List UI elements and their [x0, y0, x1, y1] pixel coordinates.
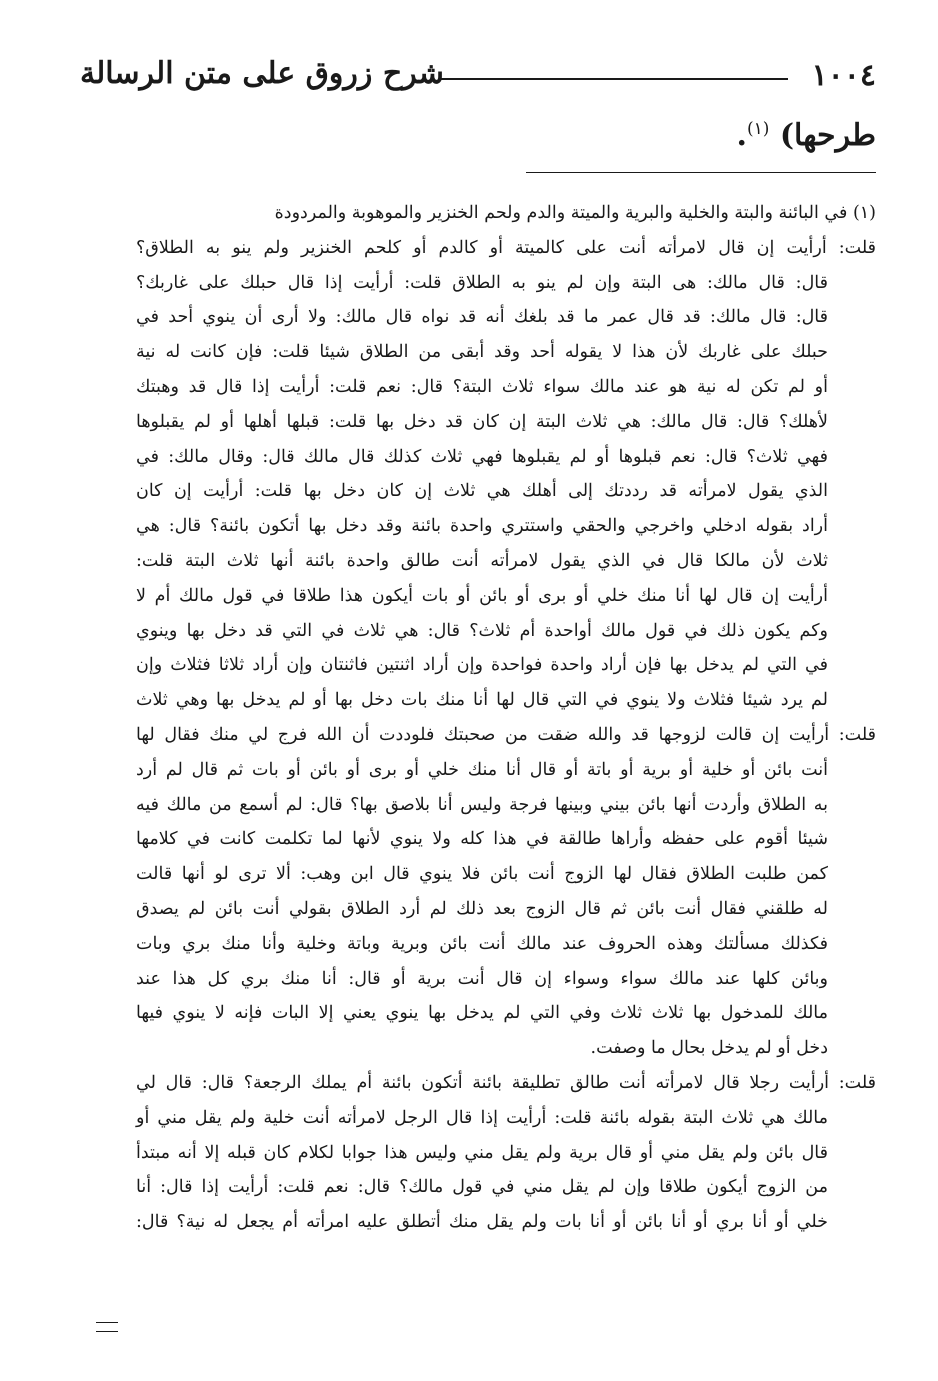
text-line: أو لم تكن له نية هو عند مالك سواء ثلاث البتة؟ قال: نعم قلت: أرأيت إذا قال قد وهبتك [136, 376, 828, 397]
text-line: وكم يكون ذلك في قول مالك أواحدة أم ثلاث؟ قال: هي ثلاث في التي قد دخل بها وينوي [136, 620, 828, 641]
text-line: فكذلك مسألتك وهذه الحروف عند مالك أنت بائن وبرية وباتة وخلية وأنا منك بري وبات [136, 933, 828, 954]
main-text [737, 118, 876, 153]
text-line: وبائن كلها عند مالك سواء وسواء إن قال أنت برية أو قال: أنا منك بري كل هذا عند [136, 968, 828, 989]
book-title: شرح زروق على متن الرسالة [80, 56, 444, 91]
text-line: له طلقني فقال أنت بائن ثم قال الزوج بعد ذلك لم أرد الطلاق بقولي أنت بائن لم يصدق [136, 898, 828, 919]
text-line: قلت: أرأيت رجلا قال لامرأته أنت طالق تطليقة بائنة أتكون بائنة أم يملك الرجعة؟ قال: قال لي [136, 1072, 876, 1093]
text-line: لم يرد شيئا فثلاث ولا ينوي في التي قال لها أنا منك بات دخل بها أو لم يدخل بها وهي ثلاث [136, 690, 828, 711]
footnote-intro: في البائنة والبتة والخلية والبرية والميتة والدم ولحم الخنزير والموهوبة والمردودة [274, 203, 848, 223]
text-line: لأهلك؟ قال: قال مالك: هي ثلاث البتة إن كان قد دخل بها قلت: قبلها أهلها أو لم يقبلوها [136, 411, 828, 432]
text-line: من الزوج أيكون طلاقا وإن لم يقل مني في قول مالك؟ قال: نعم قلت: أرأيت إذا قال: أنا [136, 1177, 828, 1198]
footnote-block [136, 196, 876, 1240]
footnote-paragraph [136, 718, 876, 1066]
text-line: مالك للمدخول بها ثلاث ثلاث وفي التي لم يدخل بها ينوي يعني إلا البات فإنه لا ينوي فيها [136, 1003, 828, 1024]
text-line: به الطلاق وأردت أنها بائن بيني وبينها فرجة وليس أنا بلاصق بها؟ قال: لم أسمع من مالك فيه [136, 794, 828, 815]
text-line: فهي ثلاث؟ قال: نعم قبلوها أو لم يقبلوها فهي ثلاث كذلك قال مالك قال: وقال مالك: في [136, 446, 828, 467]
page-header [80, 52, 876, 100]
text-line: الذي يقول لامرأته قد رددتك إلى أهلك هي ثلاث إن كان دخل بها قلت: أرأيت إن كان [136, 481, 828, 502]
text-line: قال: قال مالك: قد قال عمر ما قد بلغك أنه قد نواه قال مالك: ولا أرى أن ينوي أحد في [136, 307, 828, 328]
footnote-paragraph [136, 231, 876, 718]
text-line: أراد بقوله ادخلي واخرجي والحقي واستتري واحدة بائنة وقد دخل بها أتكون بائنة؟ قال: هي [136, 516, 828, 537]
header-rule [440, 78, 788, 80]
footnote-paragraph [136, 1066, 876, 1240]
main-period: . [736, 118, 747, 153]
footnote-reference: (١) [746, 119, 770, 139]
text-line: حبلك على غاربك لأن هذا لا يقوله أحد وقد أبقى من الطلاق شيئا قلت: فإن كانت له نية [136, 342, 828, 363]
text-line: شيئا أقوم على حفظه وأراها طالقة في هذا كله ولا ينوي لأنها لما تكلمت كانت في كلامها [136, 829, 828, 850]
text-line: ثلاث لأن مالكا قال في الذي يقول لامرأته أنت طالق واحدة بائنة أنها ثلاث البتة قلت: [136, 550, 828, 571]
main-word: طرحها) [779, 118, 876, 153]
text-line: دخل أو لم يدخل بحال ما وصفت. [590, 1038, 828, 1059]
text-line: أرأيت إن قال لها أنا منك خلي أو برى أو بائن أو بات أيكون هذا طلاقا في قول مالك أم لا [136, 585, 828, 606]
text-line: كمن طلبت الطلاق فقال لها الزوج أنت بائن فلا ينوي قال ابن وهب: ألا ترى لو أنها قالت [136, 864, 828, 885]
footnote-number: (١) [852, 203, 876, 223]
text-line: قال بائن ولم يقل مني أو قال برية ولم يقل مني وليس هذا جوابا لكلام كان قبله إلا أنه مبتدأ [136, 1142, 828, 1163]
text-line: في التي لم يدخل بها فإن أراد واحدة فواحدة وإن أراد اثنتين فاثنتان وإن أراد ثلاثا فثلاث وإن [136, 655, 828, 676]
continuation-mark [96, 1322, 118, 1332]
footnote-intro-line [136, 196, 876, 231]
text-line: قلت: أرأيت إن قالت لزوجها قد والله ضقت من صحبتك فلوددت أن الله فرج لي منك فقال لها [136, 724, 876, 745]
text-line: أنت بائن أو خلية أو برية أو باتة أو قال أنا منك خلي أو برى أو بائن أو بات ثم قال لم أرد [136, 759, 828, 780]
text-line: قلت: أرأيت إن قال لامرأته أنت على كالميتة أو كالدم أو كلحم الخنزير ولم ينو به الطلاق؟ [136, 237, 876, 258]
text-line: خلي أو أنا بري أو أنا بائن أو أنا بات ولم يقل منك أتطلق عليه امرأته أم يجعل له نية؟ قال: [136, 1212, 828, 1233]
text-line: قال: قال مالك: هى البتة وإن لم ينو به الطلاق قلت: أرأيت إذا قال حبلك على غاربك؟ [136, 272, 828, 293]
page-number: ١٠٠٤ [811, 58, 876, 93]
text-line: مالك هي ثلاث البتة بقوله بائنة قلت: أرأيت إذا قال الرجل لامرأته أنت خلية ولم يقل مني أو [136, 1107, 828, 1128]
footnote-separator [526, 172, 876, 173]
footnote-paragraphs [136, 231, 876, 1240]
